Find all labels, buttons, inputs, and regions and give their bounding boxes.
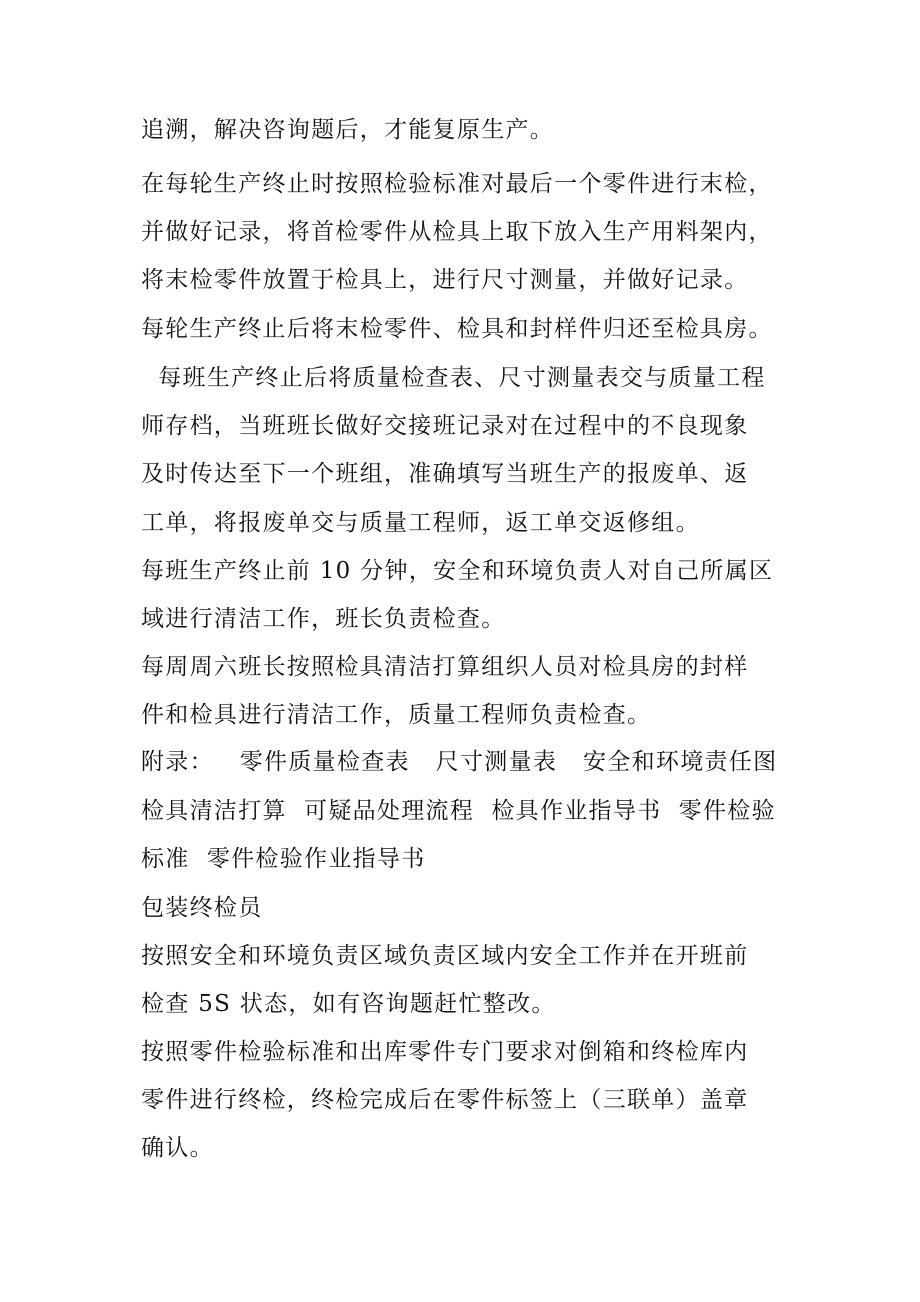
text-line: 检查 5S 状态，如有咨询题赶忙整改。 xyxy=(141,991,556,1017)
text-line: 零件进行终检，终检完成后在零件标签上（三联单）盖章 xyxy=(141,1087,749,1113)
text-line: 师存档，当班班长做好交接班记录对在过程中的不良现象 xyxy=(141,413,749,439)
text-line: 并做好记录，将首检零件从检具上取下放入生产用料架内， xyxy=(141,219,773,245)
text-line: 确认。 xyxy=(141,1135,214,1161)
text-line: 每班生产终止前 10 分钟，安全和环境负责人对自己所属区 xyxy=(141,558,774,584)
text-line: 每轮生产终止后将末检零件、检具和封样件归还至检具房。 xyxy=(141,316,773,342)
text-line: 每班生产终止后将质量检查表、尺寸测量表交与质量工程 xyxy=(141,365,766,391)
text-line: 及时传达至下一个班组，准确填写当班生产的报废单、返 xyxy=(141,461,749,487)
text-line: 域进行清洁工作，班长负责检查。 xyxy=(141,606,506,632)
section-heading: 包装终检员 xyxy=(141,895,263,921)
text-line: 追溯，解决咨询题后，才能复原生产。 xyxy=(141,117,555,143)
text-line: 工单，将报废单交与质量工程师，返工单交返修组。 xyxy=(141,510,700,536)
text-line: 附录： 零件质量检查表 尺寸测量表 安全和环境责任图 xyxy=(141,749,778,775)
text-line: 件和检具进行清洁工作，质量工程师负责检查。 xyxy=(141,702,652,728)
text-line: 检具清洁打算 可疑品处理流程 检具作业指导书 零件检验 xyxy=(141,798,776,824)
text-line: 标准 零件检验作业指导书 xyxy=(141,846,426,872)
text-line: 在每轮生产终止时按照检验标准对最后一个零件进行末检， xyxy=(141,171,773,197)
text-line: 按照安全和环境负责区域负责区域内安全工作并在开班前 xyxy=(141,943,749,969)
text-line: 按照零件检验标准和出库零件专门要求对倒箱和终检库内 xyxy=(141,1039,749,1065)
text-line: 将末检零件放置于检具上，进行尺寸测量，并做好记录。 xyxy=(141,267,749,293)
text-line: 每周周六班长按照检具清洁打算组织人员对检具房的封样 xyxy=(141,654,749,680)
